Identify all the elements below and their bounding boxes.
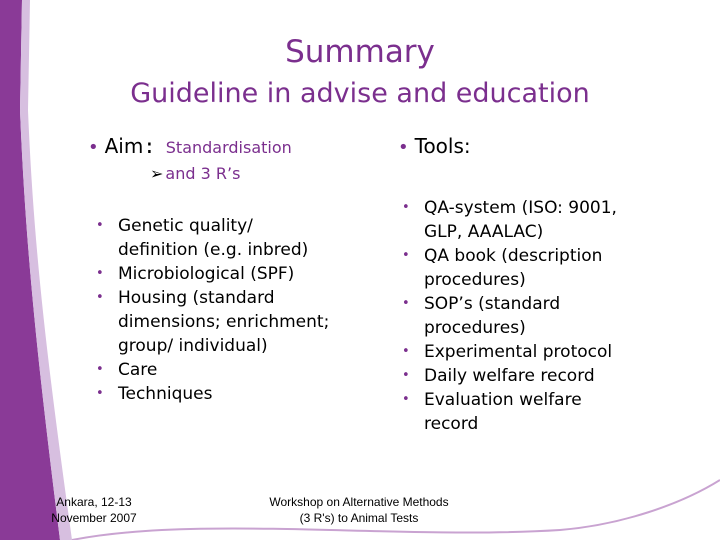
tools-heading [398,134,471,158]
list-item-line: Care [118,360,158,380]
bullet-dot: • [96,290,104,305]
footer-date-line: November 2007 [51,511,137,525]
aim-subpoint [150,164,240,183]
bullet-dot: • [96,362,104,377]
list-item-line: procedures) [424,270,526,290]
list-item [402,196,662,244]
bullet-dot: • [402,296,410,311]
footer-workshop-line: (3 R's) to Animal Tests [299,511,419,525]
aim-colon: : [143,134,156,158]
bullet-dot: • [402,392,410,407]
list-item-line: Techniques [118,384,213,404]
list-item [402,364,662,388]
list-item-line: Genetic quality/ [118,216,253,236]
list-item-line: GLP, AAALAC) [424,222,544,242]
list-item-line: definition (e.g. inbred) [118,240,309,260]
list-item [402,292,662,340]
list-item-line: QA-system (ISO: 9001, [424,198,617,218]
list-item [96,214,386,262]
bullet-dot: • [402,248,410,263]
footer-workshop [250,494,468,526]
list-item-line: procedures) [424,318,526,338]
list-item [402,340,662,364]
tools-bullet: • [398,137,409,158]
list-item-line: Experimental protocol [424,342,613,362]
list-item-line: Housing (standard [118,288,275,308]
aim-bullet: • [88,137,99,158]
footer-date [40,494,148,526]
list-item [96,382,386,406]
bullet-dot: • [402,200,410,215]
tools-list [402,196,662,436]
footer-workshop-line: Workshop on Alternative Methods [269,495,449,509]
aim-subject: Standardisation [165,138,292,157]
bullet-dot: • [96,386,104,401]
list-item [402,244,662,292]
list-item-line: Microbiological (SPF) [118,264,295,284]
bullet-dot: • [96,266,104,281]
bullet-dot: • [402,368,410,383]
tools-label: Tools: [414,134,471,158]
list-item [96,286,386,358]
aim-heading [88,134,292,158]
list-item-line: Evaluation welfare [424,390,582,410]
bullet-dot: • [96,218,104,233]
aim-list [96,214,386,406]
footer-date-line: Ankara, 12-13 [56,495,132,509]
list-item-line: group/ individual) [118,336,268,356]
bullet-dot: • [402,344,410,359]
list-item [402,388,662,436]
slide-title: Summary [285,34,435,70]
arrow-bullet-icon: ➢ [150,164,164,183]
list-item-line: QA book (description [424,246,603,266]
list-item-line: record [424,414,479,434]
aim-subpoint-text: and 3 R’s [165,164,241,183]
list-item [96,358,386,382]
list-item [96,262,386,286]
list-item-line: Daily welfare record [424,366,595,386]
aim-label: Aim [104,134,144,158]
list-item-line: SOP’s (standard [424,294,561,314]
list-item-line: dimensions; enrichment; [118,312,330,332]
slide-subtitle: Guideline in advise and education [130,78,590,109]
